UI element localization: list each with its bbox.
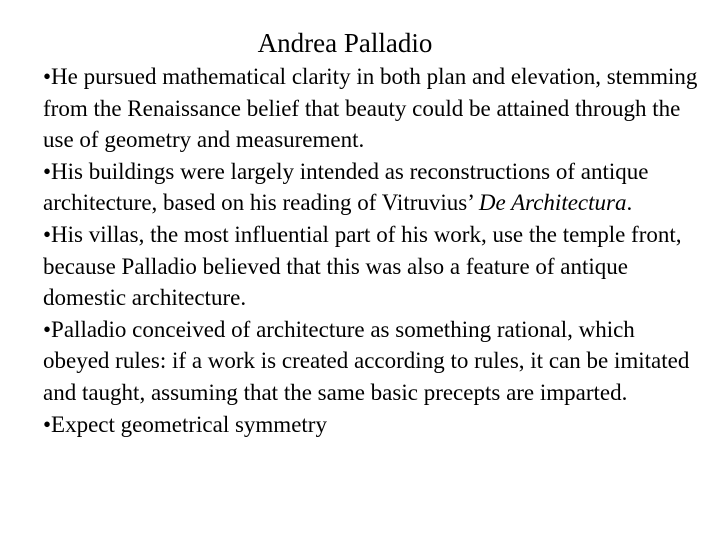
bullet-item [43,219,703,314]
bullet-list [43,61,703,440]
slide-title: Andrea Palladio [257,28,433,58]
bullet-item [43,409,703,441]
bullet-text: •His villas, the most influential part of his work, use the temple front, because Palladio believed that this was also a feature of antique domestic architecture. [43,221,682,311]
bullet-text: •Palladio conceived of architecture as something rational, which obeyed rules: if a work is created according to rules, it can be imitated and taught, assuming that the same basic precepts are imparted. [43,316,690,405]
book-title: De Architectura [478,190,627,216]
bullet-suffix: . [626,190,633,216]
bullet-item [43,314,703,409]
bullet-item [43,61,703,156]
bullet-text: •His buildings were largely intended as reconstructions of antique architecture, based on his reading of Vitruvius’ [43,158,649,216]
bullet-text: •Expect geometrical symmetry [43,411,327,437]
bullet-item [43,156,703,219]
bullet-text: •He pursued mathematical clarity in both plan and elevation, stemming from the Renaissance belief that beauty could be attained through the use of geometry and measurement. [43,64,698,153]
